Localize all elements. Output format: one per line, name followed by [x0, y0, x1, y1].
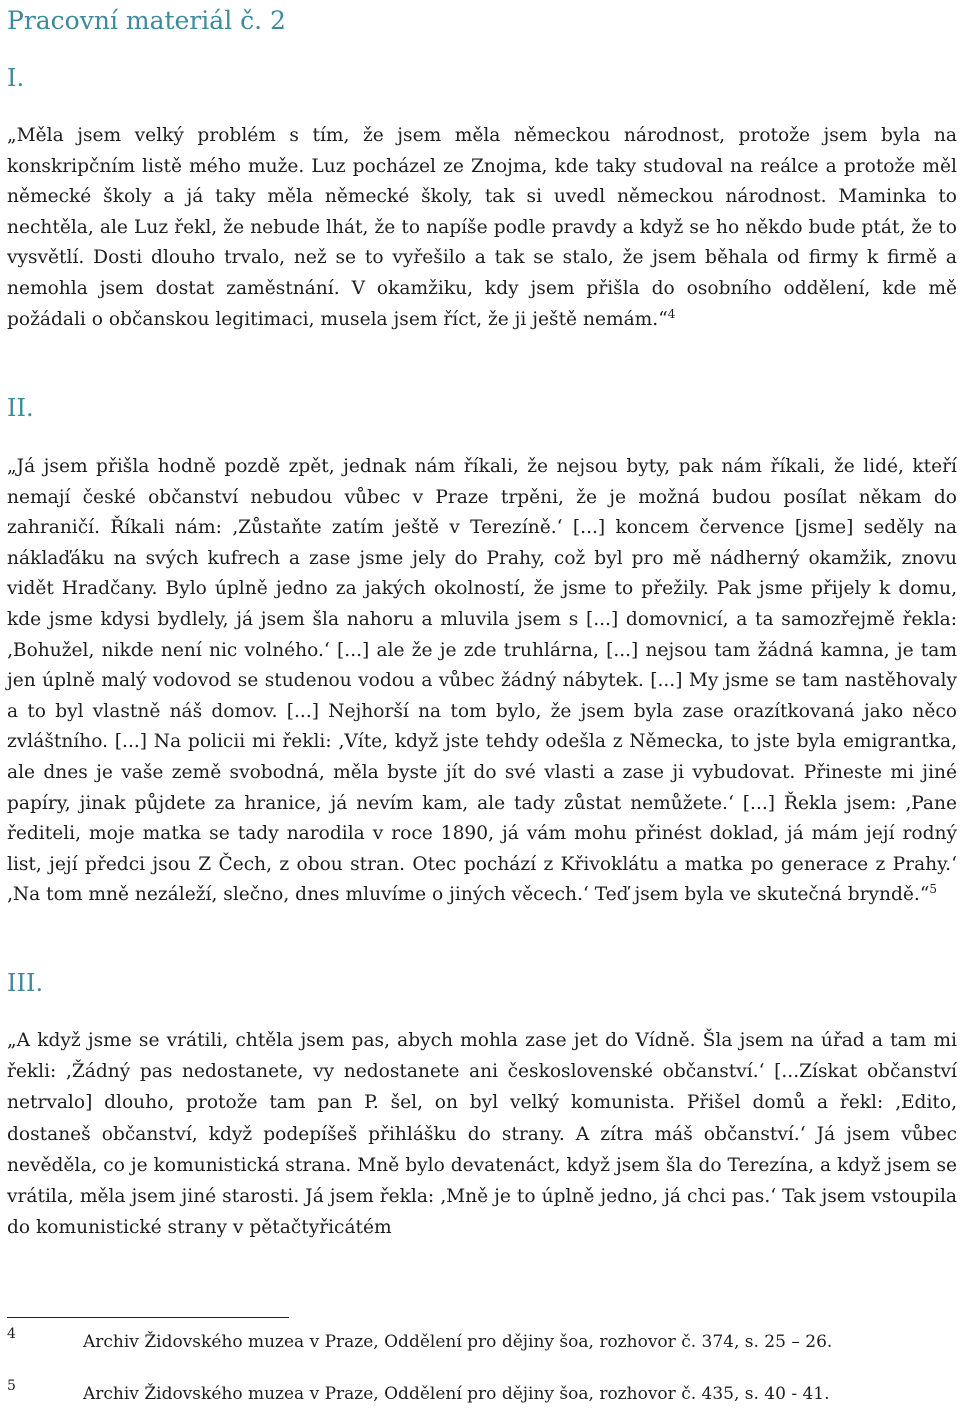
footnote-text: Archiv Židovského muzea v Praze, Oddělení pro dějiny šoa, rozhovor č. 435, s. 40 - 41. [83, 1384, 830, 1404]
section-paragraph-1 [7, 121, 957, 335]
footnote-ref-5[interactable]: 5 [929, 882, 937, 897]
section-heading-1: I. [7, 64, 25, 92]
footnote-separator [7, 1317, 289, 1318]
footnote-number: 4 [7, 1326, 16, 1342]
section-heading-2: II. [7, 394, 34, 422]
section-heading-3: III. [7, 969, 44, 997]
footnote-text: Archiv Židovského muzea v Praze, Oddělení pro dějiny šoa, rozhovor č. 374, s. 25 – 26. [83, 1332, 833, 1352]
section-text-3: „A když jsme se vrátili, chtěla jsem pas, abych mohla zase jet do Vídně. Šla jsem na úřad a tam mi řekli: ‚Žádný pas nedostanete, vy nedostanete ani československé občanství.‘ [...Získat občanství netrvalo] dlouho, protože tam pan P. šel, on byl velký komunista. Přišel domů a řekl: ‚Edito, dostaneš občanství, když podepíšeš přihlášku do strany. A zítra máš občanství.‘ Já jsem vůbec nevěděla, co je komunistická strana. Mně bylo devatenáct, když jsem šla do Terezína, a když jsem se vrátila, měla jsem jiné starosti. Já jsem řekla: ‚Mně je to úplně jedno, já chci pas.‘ Tak jsem vstoupila do komunistické strany v pětačtyřicátém [7, 1030, 957, 1239]
footnote-ref-4[interactable]: 4 [667, 306, 676, 321]
document-title: Pracovní materiál č. 2 [7, 6, 286, 35]
section-paragraph-2 [7, 452, 957, 911]
section-text-2: „Já jsem přišla hodně pozdě zpět, jednak nám říkali, že nejsou byty, pak nám říkali, že lidé, kteří nemají české občanství nebudou vůbec v Praze trpěni, že je možná budou posílat někam do zahraničí. Říkali nám: ‚Zůstaňte zatím ještě v Terezíně.‘ [...] koncem července [jsme] seděly na náklaďáku na svých kufrech a zase jsme jely do Prahy, což byl pro mě nádherný okamžik, znovu vidět Hradčany. Bylo úplně jedno za jakých okolností, že jsme to přežily. Pak jsme přijely k domu, kde jsme kdysi bydlely, já jsem šla nahoru a mluvila jsem s [...] domovnicí, a ta samozřejmě řekla: ‚Bohužel, nikde není nic volného.‘ [...] ale že je zde truhlárna, [...] nejsou tam žádná kamna, je tam jen úplně malý vodovod se studenou vodou a vůbec žádný nábytek. [...] My jsme se tam nastěhovaly a to byl vlastně náš domov. [...] Nejhorší na tom bylo, že jsem byla zase orazítkovaná jako něco zvláštního. [...] Na policii mi řekli: ‚Víte, když jste tehdy odešla z Německa, to jste byla emigrantka, ale dnes je vaše země svobodná, měla byste jít do své vlasti a zase ji vybudovat. Přineste mi jiné papíry, jinak půjdete za hranice, já nevím kam, ale tady zůstat nemůžete.‘ [...] Řekla jsem: ‚Pane řediteli, moje matka se tady narodila v roce 1890, já vám mohu přinést doklad, já mám její rodný list, její předci jsou Z Čech, z obou stran. Otec pochází z Křivoklátu a matka po generace z Prahy.‘ ‚Na tom mně nezáleží, slečno, dnes mluvíme o jiných věcech.‘ Teď jsem byla ve skutečná bryndě.“ [7, 456, 957, 906]
section-paragraph-3 [7, 1025, 957, 1243]
footnote-number: 5 [7, 1378, 16, 1394]
section-text-1: „Měla jsem velký problém s tím, že jsem měla německou národnost, protože jsem byla na konskripčním listě mého muže. Luz pocházel ze Znojma, kde taky studoval na reálce a protože měl německé školy a já taky měla německé školy, tak si uvedl německou národnost. Maminka to nechtěla, ale Luz řekl, že nebude lhát, že to napíše podle pravdy a když se ho někdo bude ptát, že to vysvětlí. Dosti dlouho trvalo, než se to vyřešilo a tak se stalo, že jsem běhala od firmy k firmě a nemohla jsem dostat zaměstnání. V okamžiku, kdy jsem přišla do osobního oddělení, kde mě požádali o občanskou legitimaci, musela jsem říct, že ji ještě nemám.“ [7, 125, 957, 330]
